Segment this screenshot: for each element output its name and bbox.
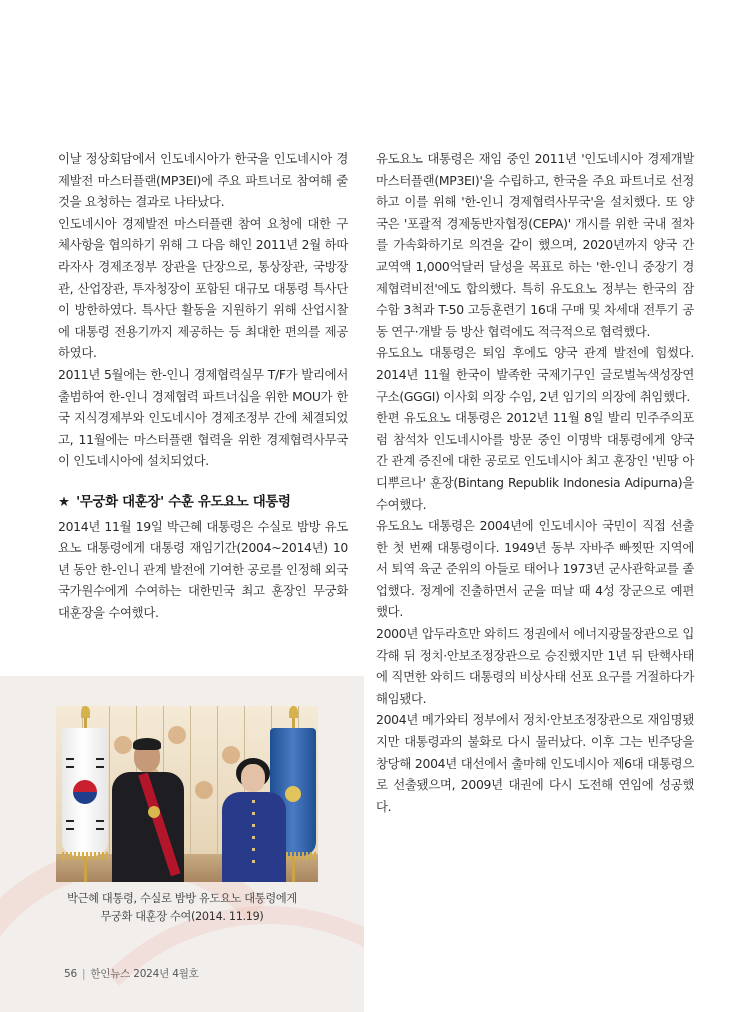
award-ceremony-photo [56, 706, 318, 882]
paragraph: 2000년 압두라흐만 와히드 정권에서 에너지광물장관으로 입각해 뒤 정치·안보조정장관으로 승진했지만 1년 뒤 탄핵사태에 직면한 와히드 대통령의 비상사태 선포 요구를 거절하다가 해임됐다. [376, 626, 694, 706]
star-icon: ★ [58, 494, 70, 510]
page-number: 56 [64, 968, 77, 980]
photo-caption [0, 890, 364, 926]
paragraph: 유도요노 대통령은 2004년에 인도네시아 국민이 직접 선출한 첫 번째 대통령이다. 1949년 동부 자바주 빠찟딴 지역에서 퇴역 육군 준위의 아들로 태어나 1973년 군사관학교를 졸업했다. 정계에 진출하면서 군을 떠날 때 4성 장군으로 예편했다. [376, 518, 694, 620]
section-heading [58, 492, 348, 514]
caption-line: 무궁화 대훈장 수여(2014. 11.19) [100, 910, 264, 923]
paragraph: 유도요노 대통령은 재임 중인 2011년 '인도네시아 경제개발 마스터플랜(MP3EI)'을 수립하고, 한국을 주요 파트너로 선정하고 이를 위해 '한-인니 경제협력사무국'을 설치했다. 또 양국은 '포괄적 경제동반자협정(CEPA)' 개시를 위한 국내 절차를 가속화하기로 의견을 같이 했으며, 2020년까지 양국 간 교역액 1,000억달러 달성을 목표로 하는 '한-인니 중장기 경제협력비전'에도 합의했다. 특히 유도요노 정부는 한국의 잠수함 3척과 T-50 고등훈련기 16대 구매 및 차세대 전투기 공동 연구·개발 등 방산 협력에도 적극적으로 협력했다. [376, 151, 694, 339]
footer-separator: | [81, 968, 86, 980]
article-left-column [58, 148, 348, 623]
korean-flag [62, 728, 108, 856]
paragraph: 인도네시아 경제발전 마스터플랜 참여 요청에 대한 구체사항을 협의하기 위해 그 다음 해인 2011년 2월 하따 라자사 경제조정부 장관을 단장으로, 통상장관, 국방장관, 산업장관, 투자청장이 포함된 대규모 대통령 특사단이 방한하였다. 특사단 활동을 지원하기 위해 산업시찰에 대통령 전용기까지 제공하는 등 최대한 편의를 제공하였다. [58, 215, 348, 361]
paragraph: 2004년 메가와티 정부에서 정치·안보조정장관으로 재임명됐지만 대통령과의 불화로 다시 물러났다. 이후 그는 빈주당을 창당해 2004년 대선에서 출마해 인도네시아 제6대 대통령으로 선출됐으며, 2009년 대권에 다시 도전해 연임에 성공했다. [376, 712, 694, 814]
paragraph: 유도요노 대통령은 퇴임 후에도 양국 관계 발전에 힘썼다. 2014년 11월 한국이 발족한 국제기구인 글로벌녹색성장연구소(GGGI) 이사회 의장 수임, 2년 임기의 의장에 취임했다. [376, 345, 694, 404]
person-woman [218, 756, 290, 882]
section-heading-text: '무궁화 대훈장' 수훈 유도요노 대통령 [76, 494, 291, 510]
caption-line: 박근혜 대통령, 수실로 밤방 유도요노 대통령에게 [67, 892, 297, 905]
photo-panel [0, 676, 364, 1012]
page-footer [64, 966, 199, 981]
paragraph: 2011년 5월에는 한-인니 경제협력실무 T/F가 발리에서 출범하여 한-인니 경제협력 파트너십을 위한 MOU가 한국 지식경제부와 인도네시아 경제조정부 간에 체결되었고, 11월에는 마스터플랜 협력을 위한 경제협력사무국이 인도네시아에 설치되었다. [58, 366, 348, 469]
article-right-column [376, 148, 694, 817]
paragraph: 2014년 11월 19일 박근혜 대통령은 수실로 밤방 유도요노 대통령에게 대통령 재임기간(2004~2014년) 10년 동안 한-인니 관계 발전에 기여한 공로를 인정해 외국 국가원수에게 수여하는 대한민국 최고 훈장인 무궁화 대훈장을 수여했다. [58, 518, 349, 620]
paragraph: 한편 유도요노 대통령은 2012년 11월 8일 발리 민주주의포럼 참석차 인도네시아를 방문 중인 이명박 대통령에게 양국 간 관계 증진에 대한 공로로 인도네시아 최고 훈장인 '빈땅 아디뿌르나' 훈장(Bintang Republik Indonesia Adipurna)을 수여했다. [376, 410, 694, 512]
paragraph: 이날 정상회담에서 인도네시아가 한국을 인도네시아 경제발전 마스터플랜(MP3EI)에 주요 파트너로 참여해 줄 것을 요청하는 결과로 나타났다. [58, 151, 348, 210]
person-man [108, 736, 188, 882]
publication-name: 한인뉴스 2024년 4월호 [90, 968, 199, 980]
